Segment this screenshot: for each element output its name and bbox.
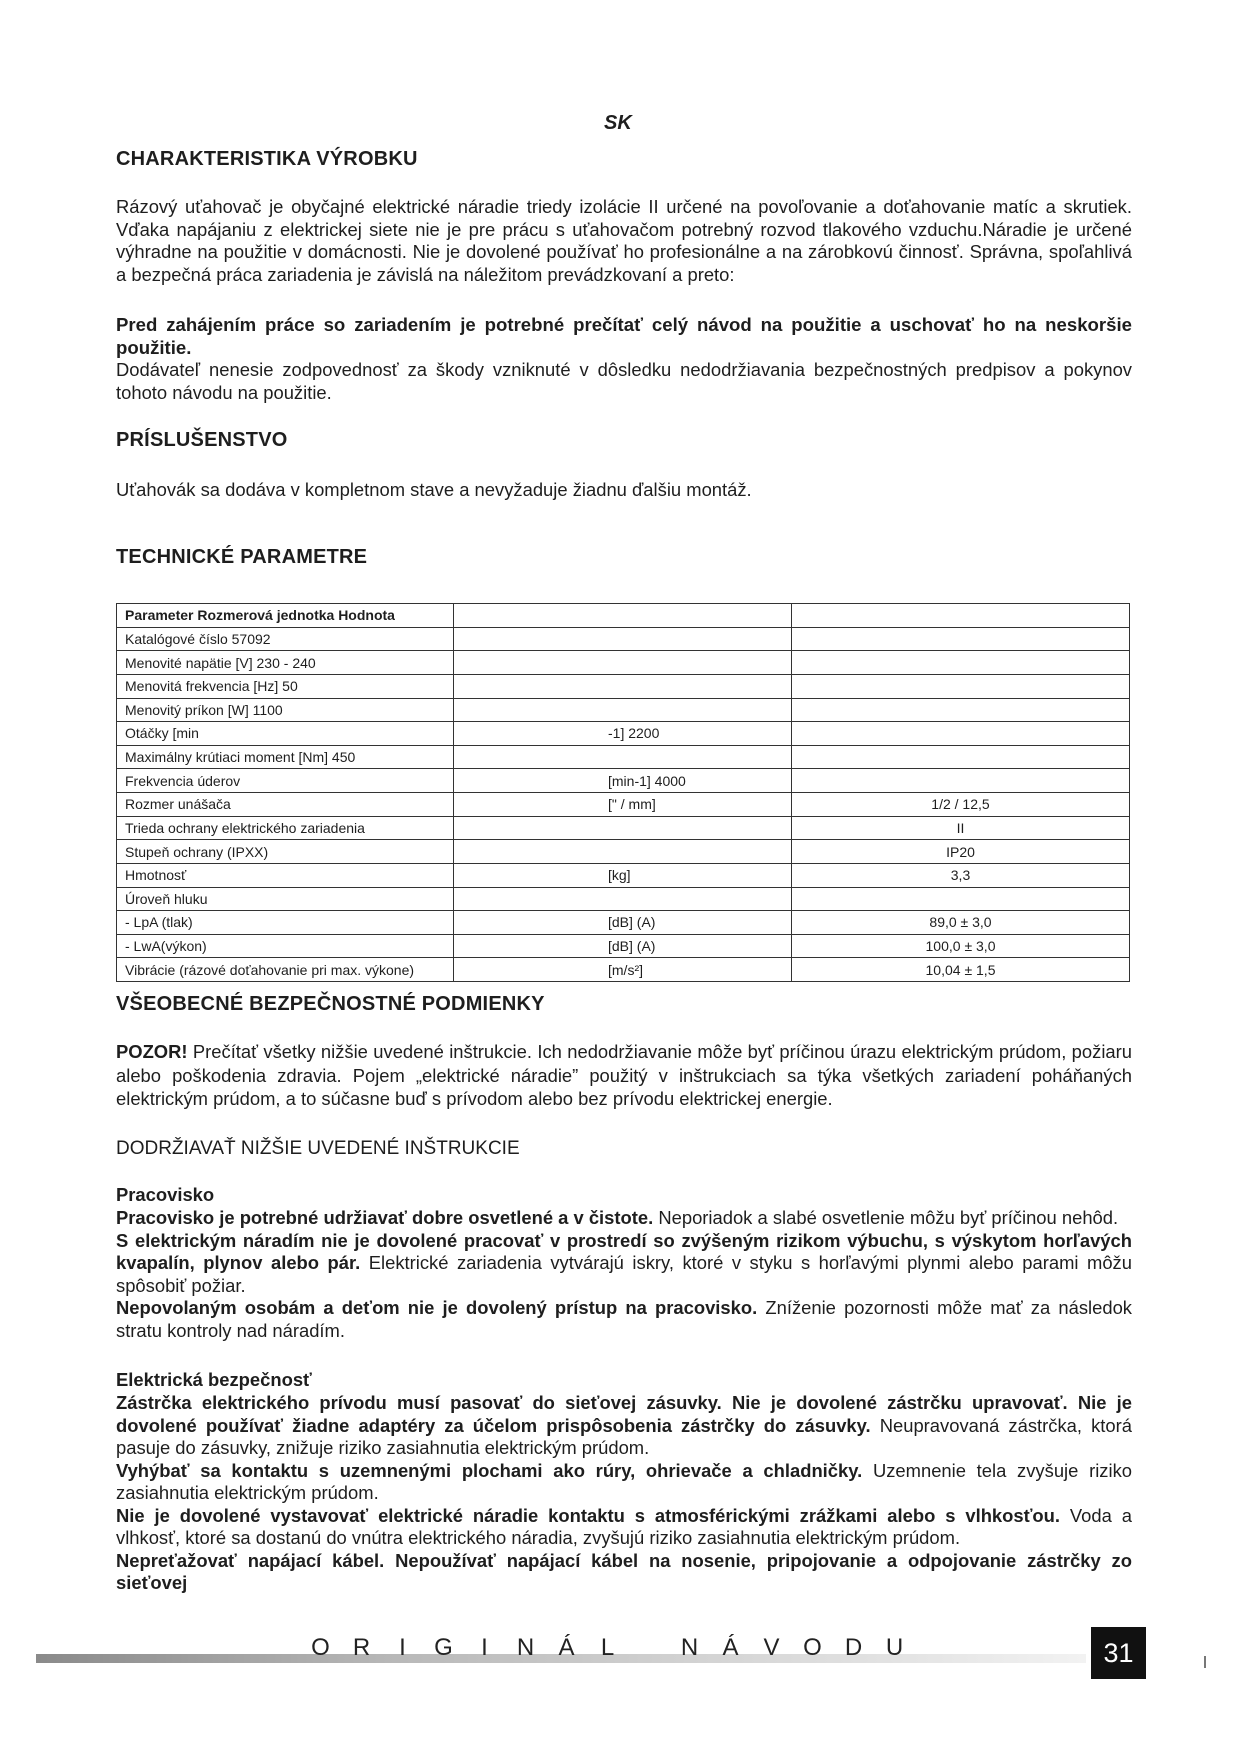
section-title-accessories: PRÍSLUŠENSTVO [116, 429, 288, 451]
table-cell [792, 651, 1130, 675]
table-cell: Trieda ochrany elektrického zariadenia [117, 816, 454, 840]
workplace-rule-2: S elektrickým náradím nie je dovolené pracovať v prostredí so zvýšeným rizikom výbuchu, s výskytom horľavých kvapalín, plynov alebo pár. [116, 1229, 1132, 1273]
table-row [117, 698, 1130, 722]
subsection-title-electrical-safety: Elektrická bezpečnosť [116, 1369, 312, 1390]
table-row [117, 604, 1130, 628]
footer-original-manual [300, 1634, 915, 1662]
table-row [117, 911, 1130, 935]
edge-tick [1204, 1656, 1206, 1668]
warning-text: Prečítať všetky nižšie uvedené inštrukcie. Ich nedodržiavanie môže byť príčinou úrazu elektrickým prúdom, požiaru alebo poškodenia zdravia. Pojem „elektrické náradie” použitý v inštrukciach sa týka všetkých zariadení poháňaných elektrickým prúdom, a to súčasne buď s prívodom alebo bez prívodu elektrickej energie. [116, 1041, 1132, 1109]
workplace-note-3: Zníženie pozornosti môže mať za následok stratu kontroly nad náradím. [116, 1297, 1132, 1341]
table-cell [454, 651, 792, 675]
paragraph-warning [116, 1040, 1132, 1111]
table-cell: Otáčky [min [117, 722, 454, 746]
subsection-title-workplace: Pracovisko [116, 1184, 215, 1205]
technical-parameters-table [116, 603, 1130, 982]
table-cell: 89,0 ± 3,0 [792, 911, 1130, 935]
table-cell: Parameter Rozmerová jednotka Hodnota [117, 604, 454, 628]
table-cell [454, 604, 792, 628]
footer-letter: I [481, 1634, 488, 1661]
table-cell [792, 745, 1130, 769]
paragraph-electrical-safety [116, 1392, 1132, 1595]
table-cell: [min-1] 4000 [454, 769, 792, 793]
footer-letter: I [399, 1634, 406, 1661]
footer-letter: G [434, 1634, 453, 1661]
table-cell: Úroveň hluku [117, 887, 454, 911]
table-cell: Vibrácie (rázové doťahovanie pri max. výkone) [117, 958, 454, 982]
electrical-note-3: Voda a vlhkosť, ktoré sa dostanú do vnútra elektrického náradia, zvyšujú riziko zasiahnutia elektrickým prúdom. [116, 1504, 1132, 1548]
footer-letter: N [680, 1634, 699, 1661]
footer-letter: L [600, 1634, 615, 1661]
page-number: 31 [1091, 1627, 1146, 1679]
table-cell [792, 604, 1130, 628]
table-cell [454, 745, 792, 769]
table-row [117, 745, 1130, 769]
table-cell [454, 627, 792, 651]
table-cell [454, 674, 792, 698]
footer-letter: Á [558, 1634, 575, 1661]
table-cell: Frekvencia úderov [117, 769, 454, 793]
table-cell: 3,3 [792, 863, 1130, 887]
table-cell: 10,04 ± 1,5 [792, 958, 1130, 982]
table-cell [792, 887, 1130, 911]
electrical-note-1: Neupravovaná zástrčka, ktorá pasuje do zásuvky, znižuje riziko zasiahnutia elektrickým prúdom. [116, 1414, 1132, 1458]
table-cell: Katalógové číslo 57092 [117, 627, 454, 651]
table-row [117, 722, 1130, 746]
table-cell: [" / mm] [454, 793, 792, 817]
table-row [117, 651, 1130, 675]
table-cell [454, 887, 792, 911]
table-cell: Hmotnosť [117, 863, 454, 887]
paragraph-accessories: Uťahovák sa dodáva v kompletnom stave a nevyžaduje žiadnu ďalšiu montáž. [116, 479, 752, 500]
table-cell [454, 816, 792, 840]
table-row [117, 816, 1130, 840]
paragraph-workplace [116, 1207, 1132, 1342]
table-cell: - LwA(výkon) [117, 934, 454, 958]
language-code: SK [604, 112, 632, 134]
table-cell: Menovitá frekvencia [Hz] 50 [117, 674, 454, 698]
table-cell [792, 674, 1130, 698]
table-row [117, 769, 1130, 793]
table-cell [792, 722, 1130, 746]
section-title-technical-parameters: TECHNICKÉ PARAMETRE [116, 546, 368, 568]
table-cell: II [792, 816, 1130, 840]
table-cell: 100,0 ± 3,0 [792, 934, 1130, 958]
table-cell [454, 698, 792, 722]
table-cell: [m/s²] [454, 958, 792, 982]
workplace-note-1: Neporiadok a slabé osvetlenie môžu byť príčinou nehôd. [653, 1207, 1119, 1228]
footer-letter: O [311, 1634, 330, 1661]
warning-label: POZOR! [116, 1041, 188, 1062]
workplace-note-2: Elektrické zariadenia vytvárajú iskry, ktoré v styku s horľavými plynmi alebo parami môžu spôsobiť požiar. [116, 1252, 1132, 1296]
footer-letter: O [803, 1634, 822, 1661]
footer-letter: D [844, 1634, 863, 1661]
electrical-rule-2: Vyhýbať sa kontaktu s uzemnenými plochami ako rúry, ohrievače a chladničky. [116, 1459, 863, 1481]
paragraph-supplier-liability: Dodávateľ nenesie zodpovednosť za škody vzniknuté v dôsledku nedodržiavania bezpečnostných predpisov a pokynov tohoto návodu na použitie. [116, 359, 1132, 403]
table-row [117, 863, 1130, 887]
table-cell [454, 840, 792, 864]
table-row [117, 627, 1130, 651]
table-row [117, 958, 1130, 982]
table-row [117, 934, 1130, 958]
paragraph-product-description: Rázový uťahovač je obyčajné elektrické náradie triedy izolácie II určené na povoľovanie a doťahovanie matíc a skrutiek. Vďaka napájaniu z elektrickej siete nie je pre prácu s uťahovačom potrebný rozvod tlakového vzduchu.Náradie je určené výhradne na použitie v domácnosti. Nie je dovolené používať ho profesionálne a na zárobkovú činnosť. Správna, spoľahlivá a bezpečná práca zariadenia je závislá na náležitom prevádzkovaní a preto: [116, 196, 1132, 285]
electrical-note-2: Uzemnenie tela zvyšuje riziko zasiahnutia elektrickým prúdom. [116, 1459, 1132, 1503]
table-cell: IP20 [792, 840, 1130, 864]
footer-letter: R [352, 1634, 371, 1661]
footer-letter: U [885, 1634, 904, 1661]
electrical-rule-4: Nepreťažovať napájací kábel. Nepoužívať napájací kábel na nosenie, pripojovanie a odpojovanie zástrčky zo sieťovej [116, 1549, 1132, 1593]
table-row [117, 674, 1130, 698]
paragraph-read-manual: Pred zahájením práce so zariadením je potrebné prečítať celý návod na použitie a uschovať ho na neskoršie použitie. [116, 314, 1132, 358]
table-cell: - LpA (tlak) [117, 911, 454, 935]
section-title-product-characteristics: CHARAKTERISTIKA VÝROBKU [116, 148, 418, 170]
table-cell [792, 698, 1130, 722]
table-cell: Menovité napätie [V] 230 - 240 [117, 651, 454, 675]
table-row [117, 840, 1130, 864]
table-cell [792, 769, 1130, 793]
footer-letter: N [516, 1634, 535, 1661]
footer-letter: V [763, 1634, 780, 1661]
electrical-rule-1: Zástrčka elektrického prívodu musí pasovať do sieťovej zásuvky. Nie je dovolené zástrčku upravovať. Nie je dovolené používať žiadne adaptéry za účelom prispôsobenia zástrčky do zásuvky. [116, 1392, 1132, 1436]
section-title-general-safety: VŠEOBECNÉ BEZPEČNOSTNÉ PODMIENKY [116, 993, 545, 1015]
table-cell: Rozmer unášača [117, 793, 454, 817]
workplace-rule-3: Nepovolaným osobám a deťom nie je dovolený prístup na pracovisko. [116, 1297, 758, 1318]
table-cell: Stupeň ochrany (IPXX) [117, 840, 454, 864]
footer-letter: Á [722, 1634, 739, 1661]
table-cell: Maximálny krútiaci moment [Nm] 450 [117, 745, 454, 769]
instructions-heading: DODRŽIAVAŤ NIŽŠIE UVEDENÉ INŠTRUKCIE [116, 1138, 520, 1159]
table-row [117, 793, 1130, 817]
table-cell: [dB] (A) [454, 934, 792, 958]
table-row [117, 887, 1130, 911]
table-cell [792, 627, 1130, 651]
table-cell: Menovitý príkon [W] 1100 [117, 698, 454, 722]
footer-letter [628, 1634, 669, 1662]
table-cell: [dB] (A) [454, 911, 792, 935]
table-cell: -1] 2200 [454, 722, 792, 746]
workplace-rule-1: Pracovisko je potrebné udržiavať dobre osvetlené a v čistote. [116, 1207, 654, 1228]
table-cell: 1/2 / 12,5 [792, 793, 1130, 817]
electrical-rule-3: Nie je dovolené vystavovať elektrické náradie kontaktu s atmosférickými zrážkami alebo s vlhkosťou. [116, 1504, 1061, 1526]
table-cell: [kg] [454, 863, 792, 887]
